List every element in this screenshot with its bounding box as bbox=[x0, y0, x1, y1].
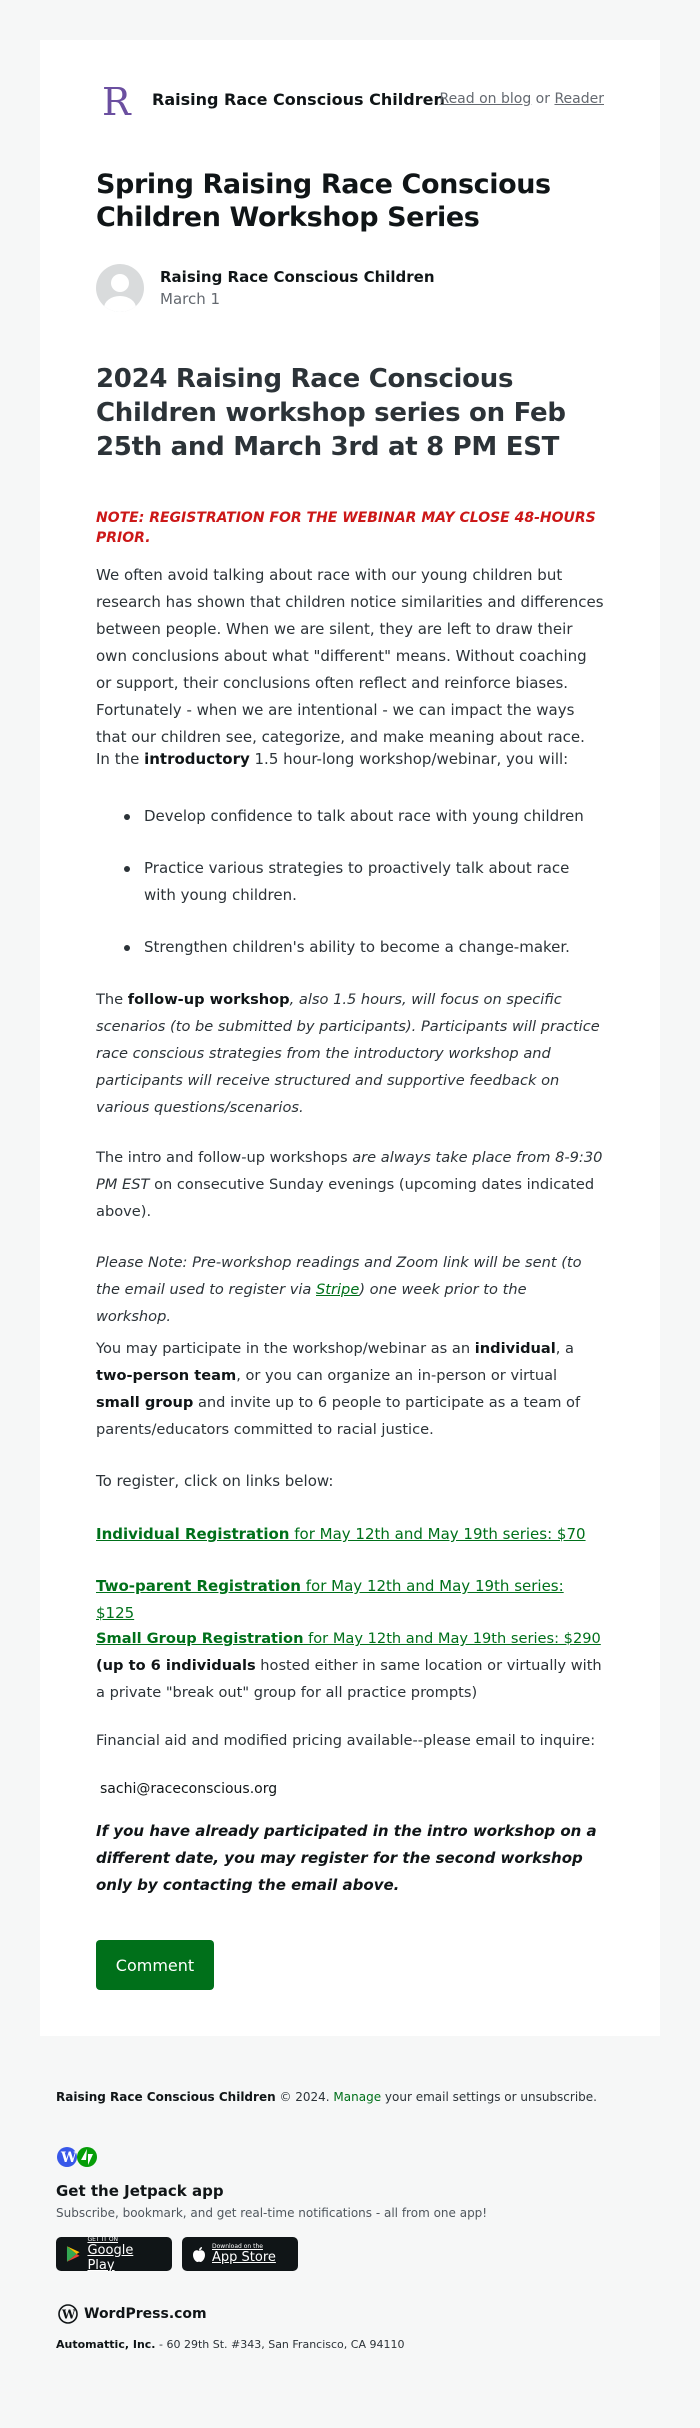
wordpress-text: WordPress.com bbox=[84, 2306, 207, 2322]
svg-text:R: R bbox=[102, 80, 131, 123]
please-note-paragraph: Please Note: Pre-workshop readings and Zoom link will be sent (to the email used to register via Stripe) one week prior to the workshop. bbox=[96, 1254, 582, 1325]
second-workshop-note: If you have already participated in the intro workshop on a different date, you may register for the second workshop only by contacting the email above. bbox=[96, 1822, 597, 1894]
post-heading: 2024 Raising Race Conscious Children workshop series on Feb 25th and March 3rd at 8 PM EST bbox=[96, 364, 566, 462]
wordpress-logo-icon bbox=[58, 2304, 78, 2324]
small-group-registration-line: Small Group Registration for May 12th and May 19th series: $290 (up to 6 individuals hosted either in same location or virtually with a private "break out" group for all practice prompts) bbox=[96, 1630, 602, 1701]
list-item: Practice various strategies to proactively talk about race with young children. bbox=[144, 855, 604, 909]
wordpress-brand[interactable] bbox=[58, 2304, 207, 2324]
jetpack-subtitle: Subscribe, bookmark, and get real-time notifications - all from one app! bbox=[56, 2206, 488, 2220]
google-play-button[interactable]: GET IT ON Google Play bbox=[56, 2237, 172, 2271]
comment-button[interactable]: Comment bbox=[96, 1940, 214, 1990]
footer-site-name[interactable]: Raising Race Conscious Children bbox=[56, 2090, 276, 2104]
list-item: Strengthen children's ability to become a change-maker. bbox=[144, 934, 604, 961]
svg-text:W: W bbox=[62, 2307, 76, 2322]
individual-registration-detail-link[interactable]: for May 12th and May 19th series: $70 bbox=[289, 1525, 586, 1543]
or-text: or bbox=[535, 91, 550, 107]
intro-workshop-paragraph: In the introductory 1.5 hour-long workshop/webinar, you will: bbox=[96, 750, 569, 768]
small-group-registration-link[interactable]: Small Group Registration bbox=[96, 1630, 304, 1647]
email-card bbox=[40, 40, 660, 2036]
apple-icon bbox=[192, 2246, 206, 2263]
footer-settings-line: Raising Race Conscious Children © 2024. Manage your email settings or unsubscribe. bbox=[56, 2090, 597, 2104]
stripe-link[interactable]: Stripe bbox=[316, 1281, 360, 1298]
reader-link[interactable]: Reader bbox=[554, 91, 604, 107]
avatar bbox=[96, 264, 144, 312]
google-play-icon bbox=[66, 2245, 81, 2263]
read-on-blog-link[interactable]: Read on blog bbox=[439, 91, 532, 107]
participate-paragraph: You may participate in the workshop/webinar as an individual, a two-person team, or you can organize an in-person or virtual small group and invite up to 6 people to participate as a team of parents/educators committed to racial justice. bbox=[96, 1340, 581, 1438]
manage-link[interactable]: Manage bbox=[333, 2090, 382, 2104]
two-parent-registration-link[interactable]: Two-parent Registration bbox=[96, 1577, 301, 1595]
followup-paragraph: The follow-up workshop, also 1.5 hours, will focus on specific scenarios (to be submitted by participants). Participants will practice race conscious strategies from the introductory workshop and participants will receive structured and supportive feedback on various questions/scenarios. bbox=[96, 991, 600, 1116]
app-store-button[interactable]: Download on the App Store bbox=[182, 2237, 298, 2271]
individual-registration-line bbox=[96, 1521, 604, 1548]
site-name[interactable]: Raising Race Conscious Children bbox=[152, 90, 445, 109]
user-silhouette-icon bbox=[96, 264, 144, 312]
two-parent-registration-line bbox=[96, 1573, 604, 1627]
site-logo-icon[interactable] bbox=[96, 77, 132, 123]
svg-text:W: W bbox=[61, 2150, 77, 2166]
individual-registration-link[interactable]: Individual Registration bbox=[96, 1525, 290, 1543]
post-date: March 1 bbox=[160, 290, 221, 308]
financial-aid-text: Financial aid and modified pricing available--please email to inquire: bbox=[96, 1732, 596, 1749]
author-name: Raising Race Conscious Children bbox=[160, 268, 435, 286]
wordpress-jetpack-icon bbox=[56, 2146, 100, 2168]
contact-email[interactable]: sachi@raceconscious.org bbox=[100, 1781, 278, 1797]
post-title[interactable]: Spring Raising Race Conscious Children Workshop Series bbox=[96, 169, 551, 233]
registration-note: NOTE: REGISTRATION FOR THE WEBINAR MAY CLOSE 48-HOURS PRIOR. bbox=[96, 510, 596, 546]
jetpack-title: Get the Jetpack app bbox=[56, 2182, 224, 2200]
two-parent-registration-detail-link[interactable]: for May 12th and May 19th series: $125 bbox=[96, 1577, 564, 1622]
header-links bbox=[439, 91, 604, 107]
list-item: Develop confidence to talk about race with young children bbox=[144, 803, 604, 830]
schedule-paragraph: The intro and follow-up workshops are always take place from 8-9:30 PM EST on consecutive Sunday evenings (upcoming dates indicated above). bbox=[96, 1149, 603, 1220]
register-intro: To register, click on links below: bbox=[96, 1472, 334, 1490]
footer-address: Automattic, Inc. - 60 29th St. #343, San Francisco, CA 94110 bbox=[56, 2338, 405, 2351]
small-group-registration-detail-link[interactable]: for May 12th and May 19th series: $290 bbox=[303, 1630, 601, 1647]
intro-paragraph: We often avoid talking about race with our young children but research has shown that children notice similarities and differences between people. When we are silent, they are left to draw their own conclusions about what "different" means. Without coaching or support, their conclusions often reflect and reinforce biases. Fortunately - when we are intentional - we can impact the ways that our children see, categorize, and make meaning about race. bbox=[96, 566, 604, 746]
